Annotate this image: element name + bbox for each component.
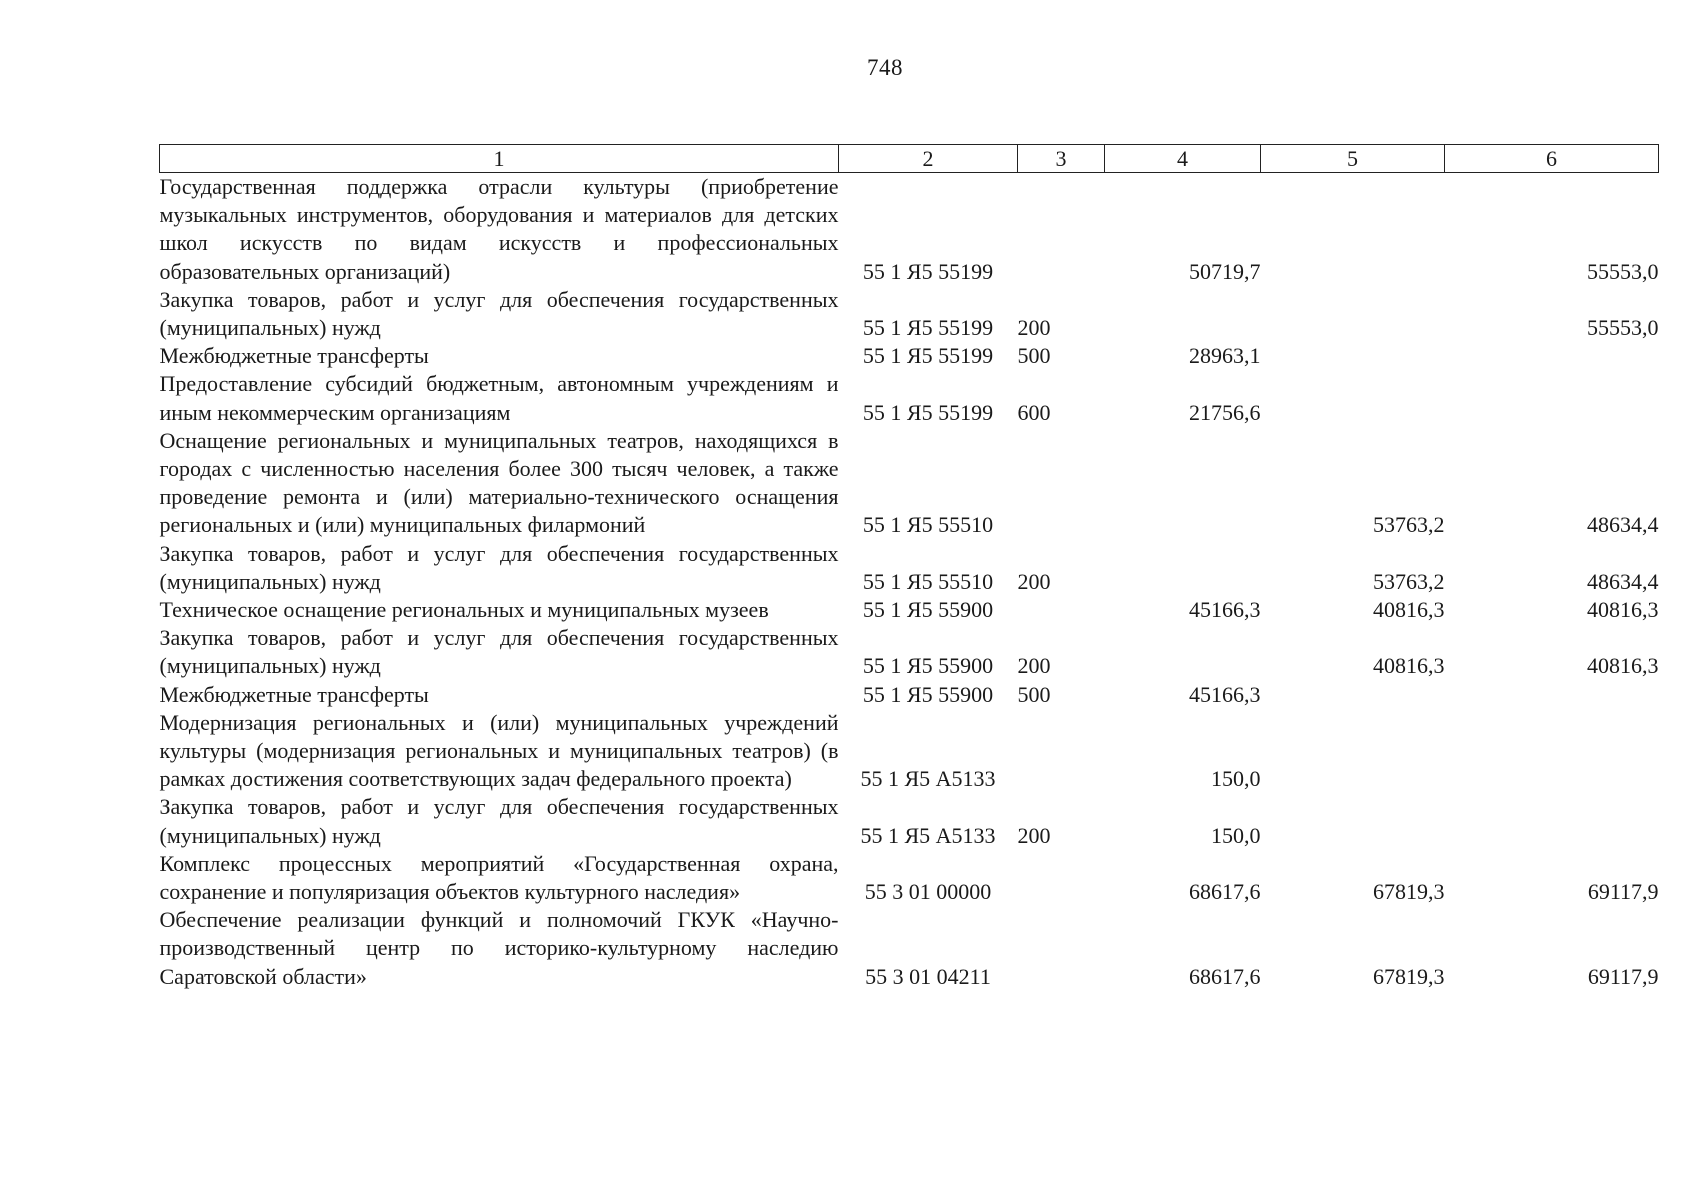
column-header-2: 2 (839, 145, 1018, 173)
target-article-code: 55 1 Я5 55199 (862, 315, 994, 341)
table-row (160, 173, 1659, 286)
target-article-code: 55 1 Я5 А5133 (860, 766, 996, 792)
expense-type-code: 200 (1017, 653, 1051, 679)
row-name: Комплекс процессных мероприятий «Государственная охрана, сохранение и популяризация объектов культурного наследия» (159, 850, 839, 905)
table-row (160, 624, 1659, 680)
amount-column-6: 48634,4 (1587, 512, 1659, 538)
table-row (160, 681, 1659, 709)
target-article-code: 55 1 Я5 А5133 (860, 822, 996, 848)
row-name: Модернизация региональных и (или) муниципальных учреждений культуры (модернизация региональных и муниципальных театров) (в рамках достижения соответствующих задач федерального проекта) (159, 709, 839, 792)
table-row (160, 793, 1659, 849)
expense-type-code (1018, 906, 1105, 991)
amount-column-4: 68617,6 (1189, 879, 1261, 905)
row-name: Закупка товаров, работ и услуг для обеспечения государственных (муниципальных) нужд (159, 540, 839, 594)
amount-column-6: 55553,0 (1587, 315, 1659, 341)
amount-column-6: 69117,9 (1587, 879, 1659, 905)
amount-column-5 (1261, 342, 1445, 370)
header-row (160, 145, 1659, 173)
amount-column-4 (1105, 540, 1261, 596)
expense-type-code: 200 (1017, 568, 1051, 594)
row-name: Техническое оснащение региональных и муниципальных музеев (159, 597, 769, 623)
amount-column-5 (1261, 173, 1445, 286)
amount-column-6: 69117,9 (1587, 963, 1659, 989)
amount-column-6: 48634,4 (1587, 568, 1659, 594)
amount-column-5: 53763,2 (1373, 568, 1445, 594)
amount-column-6: 40816,3 (1587, 653, 1659, 679)
amount-column-5: 67819,3 (1373, 879, 1445, 905)
amount-column-4: 68617,6 (1189, 963, 1261, 989)
amount-column-6 (1445, 793, 1659, 849)
row-name: Закупка товаров, работ и услуг для обеспечения государственных (муниципальных) нужд (159, 794, 839, 848)
amount-column-4 (1105, 427, 1261, 540)
expense-type-code: 200 (1017, 822, 1051, 848)
target-article-code: 55 1 Я5 55900 (862, 653, 994, 679)
amount-column-5 (1261, 793, 1445, 849)
table-body (160, 173, 1659, 991)
table-row (160, 596, 1659, 624)
amount-column-4: 150,0 (1211, 766, 1261, 792)
row-name: Обеспечение реализации функций и полномочий ГКУК «Научно-производственный центр по историко-культурному наследию Саратовской области» (159, 907, 839, 989)
amount-column-6 (1445, 370, 1659, 426)
expense-type-code (1018, 709, 1105, 794)
table-row (160, 370, 1659, 426)
amount-column-4 (1105, 286, 1261, 342)
amount-column-5 (1261, 370, 1445, 426)
column-header-3: 3 (1018, 145, 1105, 173)
row-name: Межбюджетные трансферты (159, 681, 429, 707)
table-row (160, 342, 1659, 370)
amount-column-4 (1105, 624, 1261, 680)
amount-column-6: 40816,3 (1587, 597, 1659, 623)
expense-type-code (1018, 427, 1105, 540)
target-article-code: 55 3 01 00000 (864, 879, 992, 905)
budget-table (159, 144, 1659, 991)
amount-column-5 (1261, 681, 1445, 709)
amount-column-4: 50719,7 (1189, 258, 1261, 284)
expense-type-code (1018, 850, 1105, 906)
row-name: Закупка товаров, работ и услуг для обеспечения государственных (муниципальных) нужд (159, 625, 839, 679)
table-row (160, 540, 1659, 596)
table-row (160, 709, 1659, 794)
expense-type-code: 500 (1017, 343, 1051, 369)
target-article-code: 55 1 Я5 55900 (862, 597, 994, 623)
target-article-code: 55 3 01 04211 (865, 963, 991, 989)
amount-column-6 (1445, 342, 1659, 370)
amount-column-5: 40816,3 (1373, 597, 1445, 623)
table-row (160, 427, 1659, 540)
row-name: Закупка товаров, работ и услуг для обеспечения государственных (муниципальных) нужд (159, 286, 839, 341)
table-row (160, 286, 1659, 342)
target-article-code: 55 1 Я5 55900 (862, 681, 994, 707)
amount-column-4: 150,0 (1211, 822, 1261, 848)
table-header (160, 145, 1659, 173)
table-row (160, 906, 1659, 991)
target-article-code: 55 1 Я5 55199 (862, 343, 994, 369)
amount-column-5 (1261, 286, 1445, 342)
amount-column-5 (1261, 709, 1445, 794)
column-header-1: 1 (160, 145, 839, 173)
column-header-4: 4 (1105, 145, 1261, 173)
table-row (160, 850, 1659, 906)
target-article-code: 55 1 Я5 55510 (862, 568, 994, 594)
expense-type-code (1018, 596, 1105, 624)
amount-column-6 (1445, 709, 1659, 794)
column-header-5: 5 (1261, 145, 1445, 173)
target-article-code: 55 1 Я5 55199 (862, 399, 994, 425)
expense-type-code: 200 (1017, 315, 1051, 341)
row-name: Межбюджетные трансферты (159, 343, 429, 369)
amount-column-4: 21756,6 (1189, 399, 1261, 425)
amount-column-5: 40816,3 (1373, 653, 1445, 679)
row-name: Предоставление субсидий бюджетным, автономным учреждениям и иным некоммерческим организациям (159, 371, 839, 425)
amount-column-4: 45166,3 (1189, 597, 1261, 623)
amount-column-5: 53763,2 (1373, 512, 1445, 538)
target-article-code: 55 1 Я5 55199 (862, 258, 994, 284)
expense-type-code: 600 (1017, 399, 1051, 425)
row-name: Оснащение региональных и муниципальных театров, находящихся в городах с численностью населения более 300 тысяч человек, а также проведение ремонта и (или) материально-технического оснащения региональных и (или) муниципальных филармоний (159, 427, 839, 538)
column-header-6: 6 (1445, 145, 1659, 173)
expense-type-code: 500 (1017, 681, 1051, 707)
target-article-code: 55 1 Я5 55510 (862, 512, 994, 538)
row-name: Государственная поддержка отрасли культуры (приобретение музыкальных инструментов, оборудования и материалов для детских школ искусств по видам искусств и профессиональных образовательных организаций) (159, 174, 839, 284)
amount-column-5: 67819,3 (1373, 963, 1445, 989)
expense-type-code (1018, 173, 1105, 286)
amount-column-4: 45166,3 (1189, 681, 1261, 707)
amount-column-6 (1445, 681, 1659, 709)
amount-column-4: 28963,1 (1189, 343, 1261, 369)
page-number: 748 (867, 55, 903, 80)
amount-column-6: 55553,0 (1587, 258, 1659, 284)
